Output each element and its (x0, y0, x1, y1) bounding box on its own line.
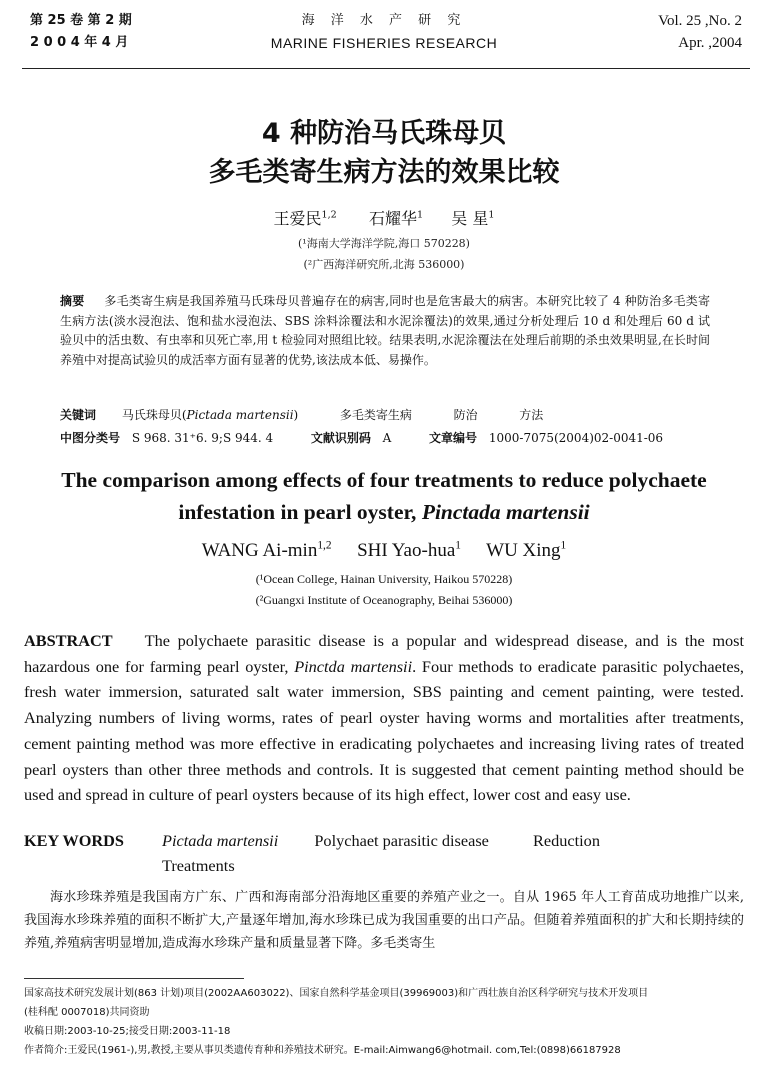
abstract-en-label: ABSTRACT (24, 631, 113, 650)
abstract-en-text-1: The polychaete parasitic disease is a popular and widespread disease, and is the most hazardous one for farming pearl oyster, (24, 631, 744, 676)
journal-name-cn: 海 洋 水 产 研 究 (301, 13, 467, 28)
keywords-cn (60, 405, 720, 425)
author-en-2-sup: 1 (455, 539, 461, 552)
abstract-en-species: Pinctda martensii (294, 656, 413, 676)
keyword-cn-1-latin: Pictada martensii (186, 408, 294, 422)
author-cn-3-sup: 1 (488, 209, 495, 221)
authors-en (0, 540, 768, 562)
footnote-funding: 国家高技术研究发展计划(863 计划)项目(2002AA603022)、国家自然科学基金项目(39969003)和广西壮族自治区科学研究与技术开发项目 (24, 988, 649, 999)
keyword-cn-1: 马氏珠母贝( (121, 408, 187, 422)
volume-en: Vol. 25 ,No. 2 (658, 13, 742, 29)
date-cn: 2 0 0 4 年 4 月 (30, 35, 129, 50)
journal-name (0, 10, 768, 54)
footnote-author-bio: 作者简介:王爱民(1961-),男,教授,主要从事贝类遗传育种和养殖技术研究。E-mail:Aimwang6@hotmail. com,Tel:(0898)66187928 (24, 1045, 621, 1056)
author-cn-2: 石耀华 (368, 209, 417, 228)
keyword-cn-4: 方法 (519, 408, 544, 422)
footnote-dates: 收稿日期:2003-10-25;接受日期:2003-11-18 (24, 1026, 231, 1037)
affiliation-cn-2: (²广西海洋研究所,北海 536000) (303, 258, 465, 271)
keyword-en-3: Reduction (533, 831, 600, 850)
issue-info-en (658, 10, 742, 54)
volume-cn: 第 25 卷 第 2 期 (30, 13, 132, 28)
title-en-line2 (0, 496, 768, 528)
keyword-cn-2: 多毛类寄生病 (339, 408, 412, 422)
clc-label: 中图分类号 (60, 431, 121, 445)
footnotes (24, 984, 748, 1060)
author-cn-3: 吴 星 (451, 209, 489, 228)
header-divider (22, 68, 750, 69)
affiliation-en-1: (¹Ocean College, Hainan University, Haikou 570228) (255, 572, 513, 586)
authors-cn (0, 206, 768, 229)
abstract-en-text-2: . Four methods to eradicate parasitic polychaetes, fresh water immersion, saturated salt water immersion, SBS painting and cement painting, were tested. Analyzing numbers of living worms, rates of pearl oyster having worms and mortalities after treatments, cement painting method was more effective in eradicating polychaetes and increasing living rates of treated pearl oysters than other three methods and controls. It is suggested that cement painting method should be used and spread in culture of pearl oysters because of its high effect, lower cost and easy use. (24, 656, 744, 805)
author-en-2: SHI Yao-hua (357, 540, 456, 561)
title-cn-line2: 多毛类寄生病方法的效果比较 (208, 157, 560, 188)
author-en-3-sup: 1 (560, 539, 567, 552)
author-en-3: WU Xing (486, 540, 561, 561)
abstract-cn-text: 多毛类寄生病是我国养殖马氏珠母贝普遍存在的病害,同时也是危害最大的病害。本研究比较了 4 种防治多毛类寄生病方法(淡水浸泡法、饱和盐水浸泡法、SBS 涂料涂覆法和水泥涂覆法)的效果,通过分析处理后 10 d 和处理后 60 d 试验贝中的活虫数、有虫率和贝死亡率,用 t 检验同对照组比较。结果表明,水泥涂覆法在处理后前期的杀虫效果明显,在长时间养殖中对提高试验贝的成活率方面有显著的优势,该法成本低、易操作。 (60, 294, 710, 367)
abstract-en (24, 628, 744, 808)
article-number-value: 1000-7075(2004)02-0041-06 (488, 431, 664, 445)
clc-value: S 968. 31⁺6. 9;S 944. 4 (131, 431, 274, 445)
keywords-en (24, 828, 600, 878)
title-en-line1: The comparison among effects of four treatments to reduce polychaete (61, 468, 707, 492)
keywords-en-label: KEY WORDS (24, 831, 124, 850)
journal-name-en: MARINE FISHERIES RESEARCH (270, 35, 498, 51)
affiliation-cn-1: (¹海南大学海洋学院,海口 570228) (298, 237, 470, 250)
abstract-cn (60, 292, 710, 370)
title-en-line2-prefix: infestation in pearl oyster, (178, 500, 422, 524)
title-en-species: Pinctada martensii (421, 500, 590, 524)
article-number-label: 文章编号 (429, 431, 478, 445)
date-en: Apr. ,2004 (678, 35, 742, 51)
keywords-cn-label: 关键词 (60, 408, 97, 422)
author-cn-1-sup: 1,2 (321, 209, 337, 221)
author-en-1-sup: 1,2 (317, 539, 332, 552)
title-en (0, 464, 768, 528)
body-paragraph: 海水珍珠养殖是我国南方广东、广西和海南部分沿海地区重要的养殖产业之一。自从 1965 年人工育苗成功地推广以来,我国海水珍珠养殖的面积不断扩大,产量逐年增加,海水珍珠已成为我国重要的出口产品。但随着养殖面积的扩大和长期持续的养殖,养殖病害明显增加,造成海水珍珠产量和质量显著下降。多毛类寄生 (24, 890, 744, 951)
keyword-en-4: Treatments (162, 856, 235, 875)
author-en-1: WANG Ai-min (201, 540, 318, 561)
keyword-en-1: Pictada martensii (162, 831, 279, 850)
author-cn-2-sup: 1 (416, 209, 424, 221)
footnote-funding-cont: (桂科配 0007018)共同资助 (24, 1007, 150, 1018)
abstract-cn-label: 摘要 (60, 294, 85, 308)
title-cn-line1: 4 种防治马氏珠母贝 (261, 118, 507, 149)
author-cn-1: 王爱民 (273, 209, 322, 228)
keyword-cn-1-end: ) (293, 408, 299, 422)
keyword-en-2: Polychaet parasitic disease (314, 831, 489, 850)
doc-code-label: 文献识别码 (310, 431, 371, 445)
affiliation-en-2: (²Guangxi Institute of Oceanography, Beihai 536000) (255, 593, 513, 607)
doc-code-value: A (382, 431, 392, 445)
keyword-cn-3: 防治 (453, 408, 478, 422)
title-cn (0, 114, 768, 192)
footnote-divider (24, 978, 244, 979)
classification-line (60, 428, 740, 448)
